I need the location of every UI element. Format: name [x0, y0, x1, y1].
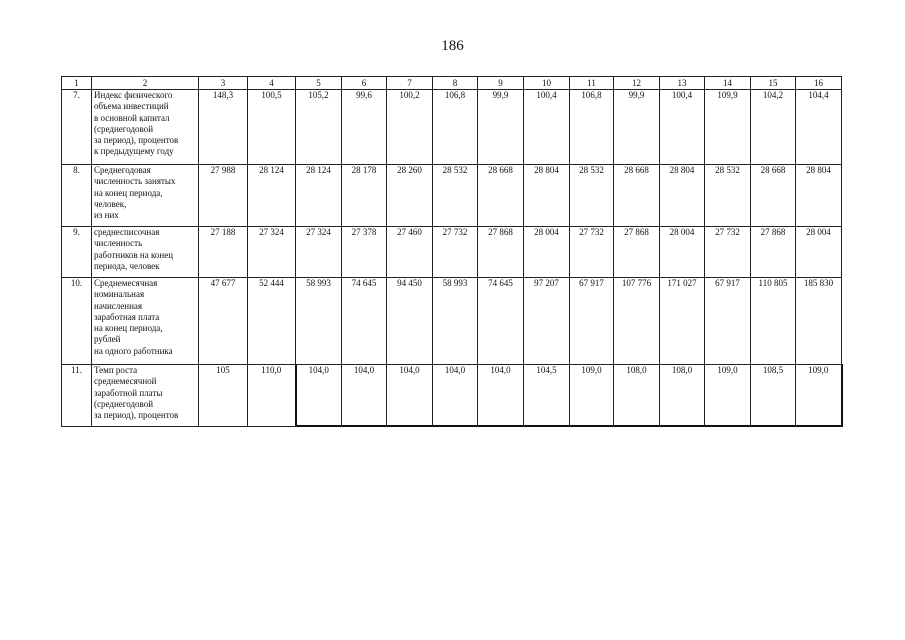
value-cell: 104,2: [751, 90, 796, 165]
value-cell: 28 178: [342, 165, 387, 227]
header-cell: 2: [92, 77, 199, 90]
value-cell: 171 027: [660, 278, 705, 365]
value-cell: 108,0: [660, 365, 705, 427]
value-cell: 58 993: [433, 278, 478, 365]
header-cell: 14: [705, 77, 751, 90]
table-row: [62, 365, 842, 427]
value-cell: 28 004: [660, 227, 705, 278]
value-cell: 110,0: [248, 365, 296, 427]
header-cell: 5: [296, 77, 342, 90]
value-cell: 28 668: [478, 165, 524, 227]
value-cell: 109,9: [705, 90, 751, 165]
value-cell: 27 988: [199, 165, 248, 227]
value-cell: 104,4: [796, 90, 842, 165]
header-cell: 12: [614, 77, 660, 90]
row-number: 9.: [62, 227, 92, 278]
value-cell: 47 677: [199, 278, 248, 365]
value-cell: 27 324: [296, 227, 342, 278]
value-cell: 28 532: [705, 165, 751, 227]
data-table: [61, 76, 843, 427]
header-cell: 15: [751, 77, 796, 90]
value-cell: 28 804: [524, 165, 570, 227]
value-cell: 100,5: [248, 90, 296, 165]
value-cell: 67 917: [570, 278, 614, 365]
value-cell: 109,0: [570, 365, 614, 427]
header-cell: 1: [62, 77, 92, 90]
value-cell: 99,9: [478, 90, 524, 165]
table-row: [62, 278, 842, 365]
value-cell: 27 868: [751, 227, 796, 278]
value-cell: 27 732: [570, 227, 614, 278]
row-number: 10.: [62, 278, 92, 365]
value-cell: 58 993: [296, 278, 342, 365]
value-cell: 28 804: [796, 165, 842, 227]
header-cell: 11: [570, 77, 614, 90]
header-cell: 13: [660, 77, 705, 90]
table-row: [62, 165, 842, 227]
value-cell: 28 804: [660, 165, 705, 227]
row-label: Темп роста среднемесячной заработной платы (среднегодовой за период), процентов: [92, 365, 199, 427]
value-cell: 27 460: [387, 227, 433, 278]
value-cell: 106,8: [433, 90, 478, 165]
value-cell: 110 805: [751, 278, 796, 365]
value-cell: 28 532: [570, 165, 614, 227]
table-row: [62, 227, 842, 278]
value-cell: 104,0: [342, 365, 387, 427]
header-cell: 3: [199, 77, 248, 90]
header-cell: 16: [796, 77, 842, 90]
value-cell: 27 732: [705, 227, 751, 278]
value-cell: 100,4: [524, 90, 570, 165]
value-cell: 52 444: [248, 278, 296, 365]
value-cell: 109,0: [796, 365, 842, 427]
value-cell: 27 324: [248, 227, 296, 278]
value-cell: 28 124: [296, 165, 342, 227]
value-cell: 28 260: [387, 165, 433, 227]
header-cell: 8: [433, 77, 478, 90]
value-cell: 27 868: [614, 227, 660, 278]
row-number: 8.: [62, 165, 92, 227]
page-number: 186: [441, 38, 464, 54]
value-cell: 104,0: [478, 365, 524, 427]
value-cell: 109,0: [705, 365, 751, 427]
value-cell: 185 830: [796, 278, 842, 365]
value-cell: 28 668: [751, 165, 796, 227]
value-cell: 74 645: [478, 278, 524, 365]
header-cell: 4: [248, 77, 296, 90]
row-label: Индекс физического объема инвестиций в основной капитал (среднегодовой за период), процентов к предыдущему году: [92, 90, 199, 165]
value-cell: 28 668: [614, 165, 660, 227]
value-cell: 108,5: [751, 365, 796, 427]
value-cell: 97 207: [524, 278, 570, 365]
value-cell: 108,0: [614, 365, 660, 427]
value-cell: 67 917: [705, 278, 751, 365]
value-cell: 28 124: [248, 165, 296, 227]
value-cell: 106,8: [570, 90, 614, 165]
value-cell: 104,5: [524, 365, 570, 427]
value-cell: 105,2: [296, 90, 342, 165]
value-cell: 94 450: [387, 278, 433, 365]
value-cell: 28 004: [796, 227, 842, 278]
value-cell: 104,0: [433, 365, 478, 427]
value-cell: 74 645: [342, 278, 387, 365]
value-cell: 99,9: [614, 90, 660, 165]
value-cell: 100,2: [387, 90, 433, 165]
value-cell: 27 188: [199, 227, 248, 278]
value-cell: 105: [199, 365, 248, 427]
table-row: [62, 90, 842, 165]
value-cell: 28 532: [433, 165, 478, 227]
row-label: среднесписочная численность работников на конец периода, человек: [92, 227, 199, 278]
header-cell: 7: [387, 77, 433, 90]
value-cell: 100,4: [660, 90, 705, 165]
row-label: Среднемесячная номинальная начисленная заработная плата на конец периода, рублей на одного работника: [92, 278, 199, 365]
row-number: 7.: [62, 90, 92, 165]
header-cell: 9: [478, 77, 524, 90]
value-cell: 104,0: [387, 365, 433, 427]
value-cell: 27 378: [342, 227, 387, 278]
header-row: [62, 77, 842, 90]
value-cell: 27 868: [478, 227, 524, 278]
value-cell: 28 004: [524, 227, 570, 278]
row-number: 11.: [62, 365, 92, 427]
value-cell: 99,6: [342, 90, 387, 165]
row-label: Среднегодовая численность занятых на конец периода, человек, из них: [92, 165, 199, 227]
value-cell: 107 776: [614, 278, 660, 365]
value-cell: 104,0: [296, 365, 342, 427]
header-cell: 6: [342, 77, 387, 90]
value-cell: 148,3: [199, 90, 248, 165]
header-cell: 10: [524, 77, 570, 90]
value-cell: 27 732: [433, 227, 478, 278]
